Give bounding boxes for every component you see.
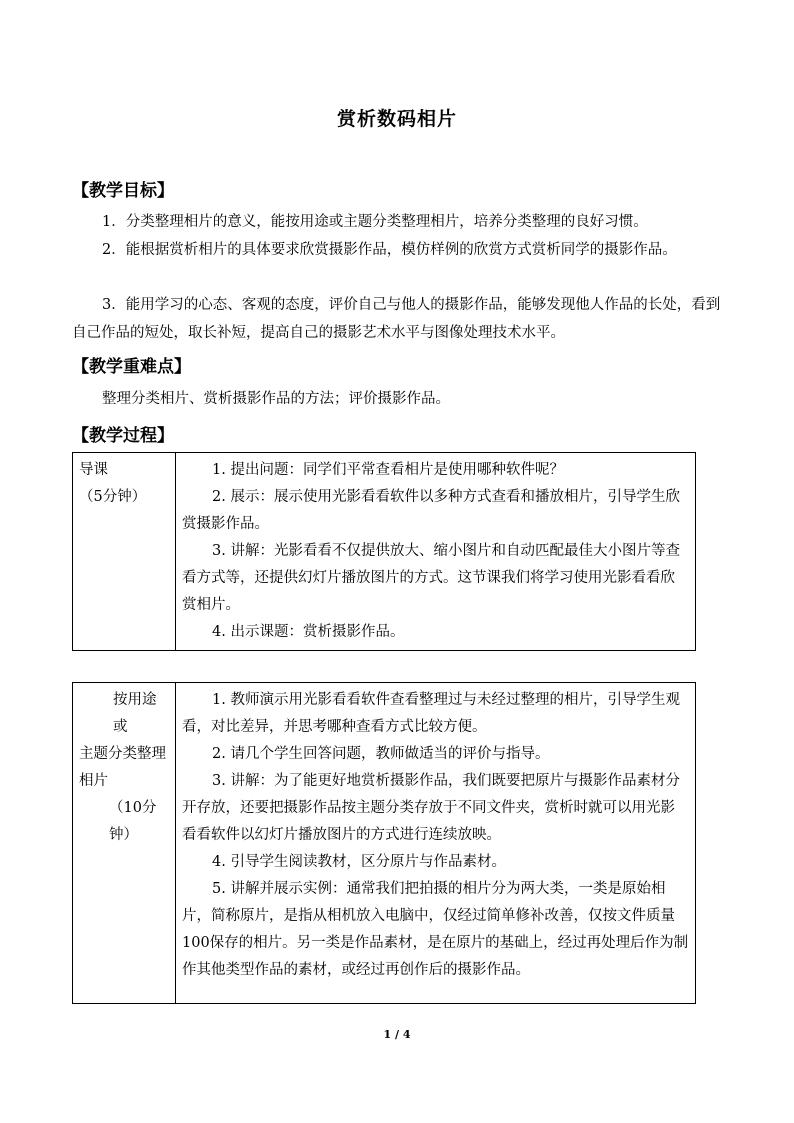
steps-cell [176, 683, 696, 1004]
steps-cell [176, 453, 696, 651]
step-item: 2. 请几个学生回答问题，教师做适当的评价与指导。 [212, 746, 550, 762]
step-item: 3. 讲解：为了能更好地赏析摄影作品，我们既要把原片与摄影作品素材分开存放，还要把摄影作品按主题分类存放于不同文件夹，赏析时就可以用光影看看软件以幻灯片播放图片的方式进行连续放映。 [182, 773, 680, 843]
stage-time: （5分钟） [79, 489, 147, 505]
objectives-heading: 【教学目标】 [72, 181, 174, 201]
page-number: 1 / 4 [383, 1028, 411, 1041]
step-item: 1. 提出问题：同学们平常查看相片是使用哪种软件呢？ [212, 462, 564, 478]
step-item: 4. 引导学生阅读教材，区分原片与作品素材。 [212, 854, 506, 870]
stage-name-line: 相片 [79, 773, 108, 789]
objective-item: 3．能用学习的心态、客观的态度，评价自己与他人的摄影作品，能够发现他人作品的长处，看到自己作品的短处，取长补短，提高自己的摄影艺术水平与图像处理技术水平。 [72, 297, 721, 341]
stage-time: （10分钟） [109, 800, 157, 843]
key-points-heading: 【教学重难点】 [72, 357, 191, 377]
stage-name-line: 主题分类整理 [79, 746, 166, 762]
page-title: 赏析数码相片 [336, 108, 457, 130]
lesson-table-sorting [72, 682, 696, 1004]
step-item: 3. 讲解：光影看看不仅提供放大、缩小图片和自动匹配最佳大小图片等查看方式等，还提供幻灯片播放图片的方式。这节课我们将学习使用光影看看欣赏相片。 [182, 543, 680, 613]
step-item: 1. 教师演示用光影看看软件查看整理过与未经过整理的相片，引导学生观看，对比差异，并思考哪种查看方式比较方便。 [182, 692, 680, 735]
stage-cell [73, 453, 176, 651]
step-item: 5. 讲解并展示实例：通常我们把拍摄的相片分为两大类，一类是原始相片，简称原片，是指从相机放入电脑中，仅经过简单修补改善，仅按文件质量100保存的相片。另一类是作品素材，是在原片的基础上，经过再处理后作为制作其他类型作品的素材，或经过再创作后的摄影作品。 [182, 881, 689, 978]
stage-cell [73, 683, 176, 1004]
step-item: 2. 展示：展示使用光影看看软件以多种方式查看和播放相片，引导学生欣赏摄影作品。 [182, 489, 680, 532]
process-heading: 【教学过程】 [72, 426, 174, 446]
objective-item: 1．分类整理相片的意义，能按用途或主题分类整理相片，培养分类整理的良好习惯。 [102, 214, 648, 230]
step-item: 4. 出示课题：赏析摄影作品。 [212, 624, 405, 640]
lesson-table-intro [72, 452, 696, 651]
table-row [73, 683, 696, 1004]
key-points-text: 整理分类相片、赏析摄影作品的方法；评价摄影作品。 [102, 391, 450, 407]
stage-name-line: 按用途或 [113, 692, 157, 735]
table-row [73, 453, 696, 651]
stage-name: 导课 [79, 462, 108, 478]
objective-item: 2．能根据赏析相片的具体要求欣赏摄影作品，模仿样例的欣赏方式赏析同学的摄影作品。 [102, 242, 677, 258]
